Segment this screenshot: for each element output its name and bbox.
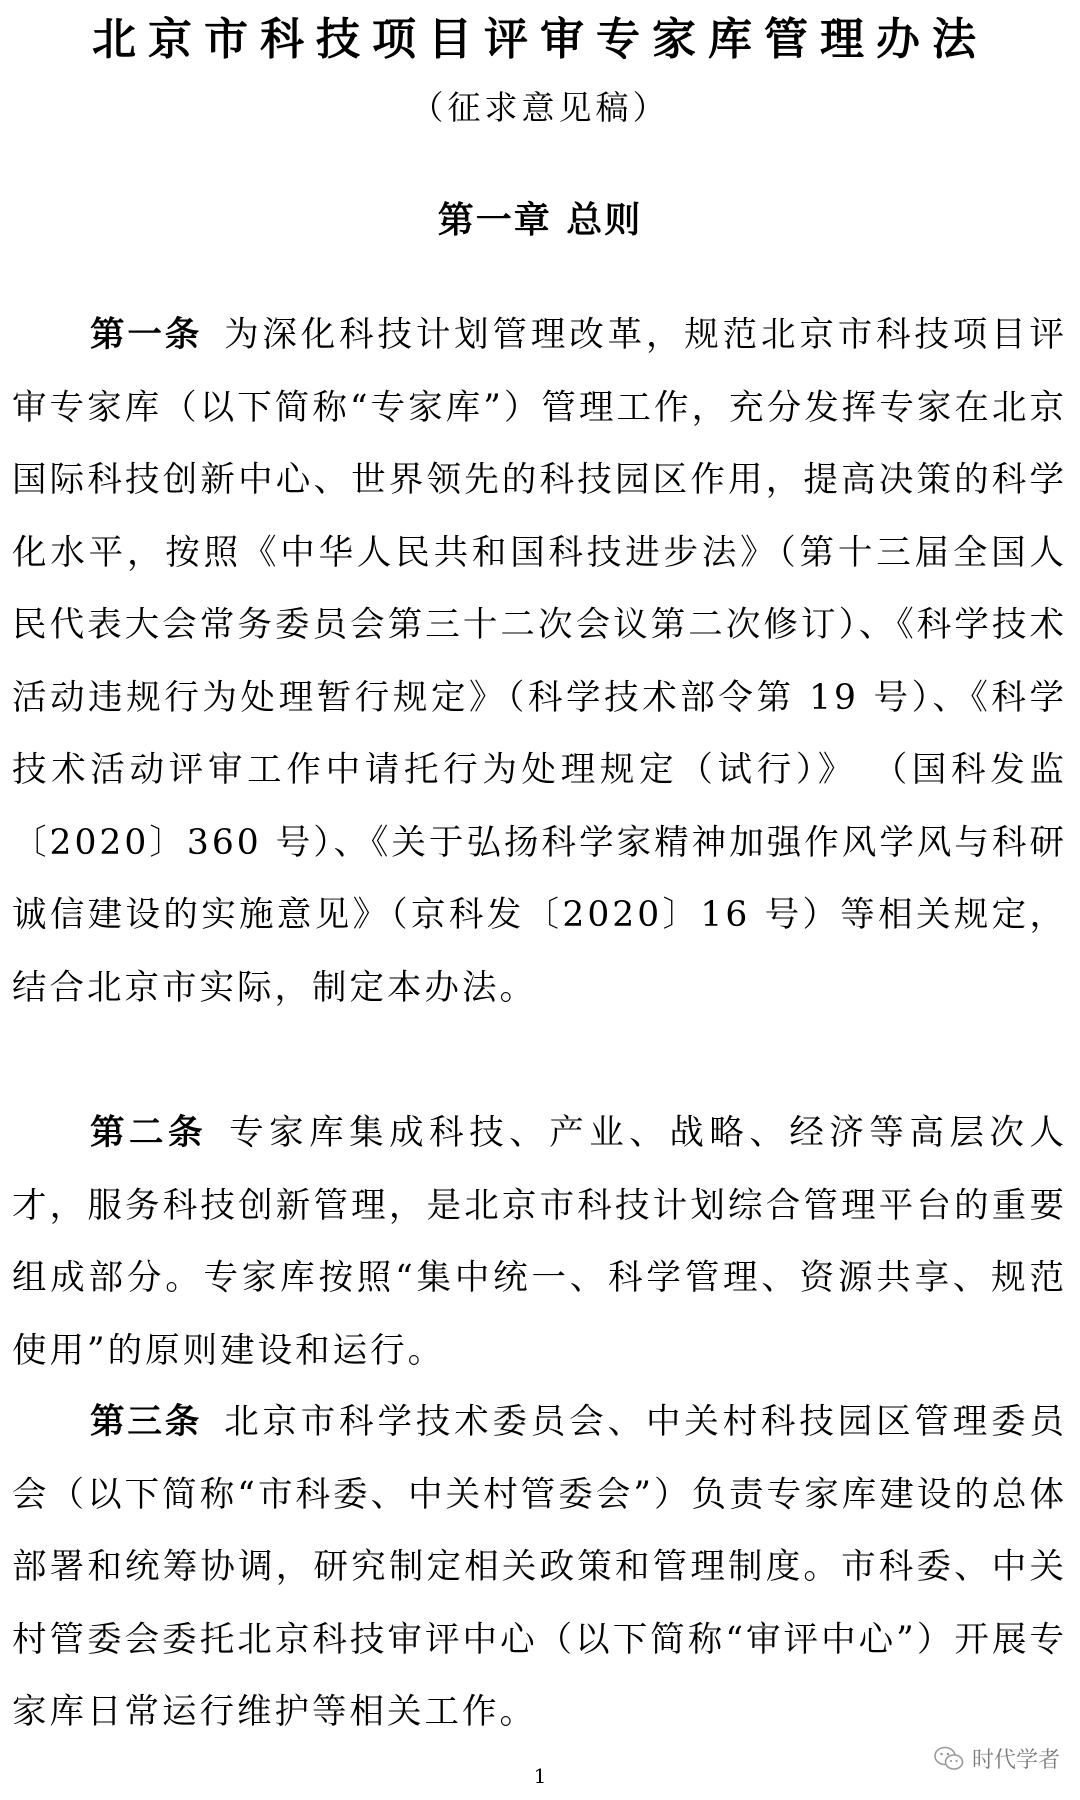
article-3-heading: 第三条 [90, 1402, 203, 1442]
article-3 [12, 1386, 1067, 1749]
article-3-text: 北京市科学技术委员会、中关村科技园区管理委员会（以下简称“市科委、中关村管委会”）负责专家库建设的总体部署和统筹协调，研究制定相关政策和管理制度。市科委、中关村管委会委托北京科技审评中心（以下简称“审评中心”）开展专家库日常运行维护等相关工作。 [12, 1402, 1067, 1732]
page-number: 1 [533, 1764, 547, 1788]
article-2 [12, 1097, 1067, 1387]
article-1 [12, 299, 1067, 1024]
article-1-heading: 第一条 [90, 315, 203, 355]
watermark-text: 时代学者 [971, 1748, 1060, 1773]
article-2-heading: 第二条 [90, 1113, 208, 1153]
document-subtitle: （征求意见稿） [410, 88, 670, 127]
document-title: 北京市科技项目评审专家库管理办法 [92, 14, 988, 65]
article-2-text: 专家库集成科技、产业、战略、经济等高层次人才，服务科技创新管理，是北京市科技计划综合管理平台的重要组成部分。专家库按照“集中统一、科学管理、资源共享、规范使用”的原则建设和运行。 [12, 1113, 1068, 1371]
chapter-heading: 第一章 总则 [437, 200, 643, 241]
article-1-text: 为深化科技计划管理改革，规范北京市科技项目评审专家库（以下简称“专家库”）管理工作，充分发挥专家在北京国际科技创新中心、世界领先的科技园区作用，提高决策的科学化水平，按照《中华人民共和国科技进步法》（第十三届全国人民代表大会常务委员会第三十二次会议第二次修订）、《科学技术活动违规行为处理暂行规定》（科学技术部令第 19 号）、《科学技术活动评审工作中请托行为处理规定（试行）》 （国科发监〔2020〕360 号）、《关于弘扬科学家精神加强作风学风与科研诚信建设的实施意见》（京科发〔2020〕16 号）等相关规定，结合北京市实际，制定本办法。 [12, 315, 1067, 1008]
